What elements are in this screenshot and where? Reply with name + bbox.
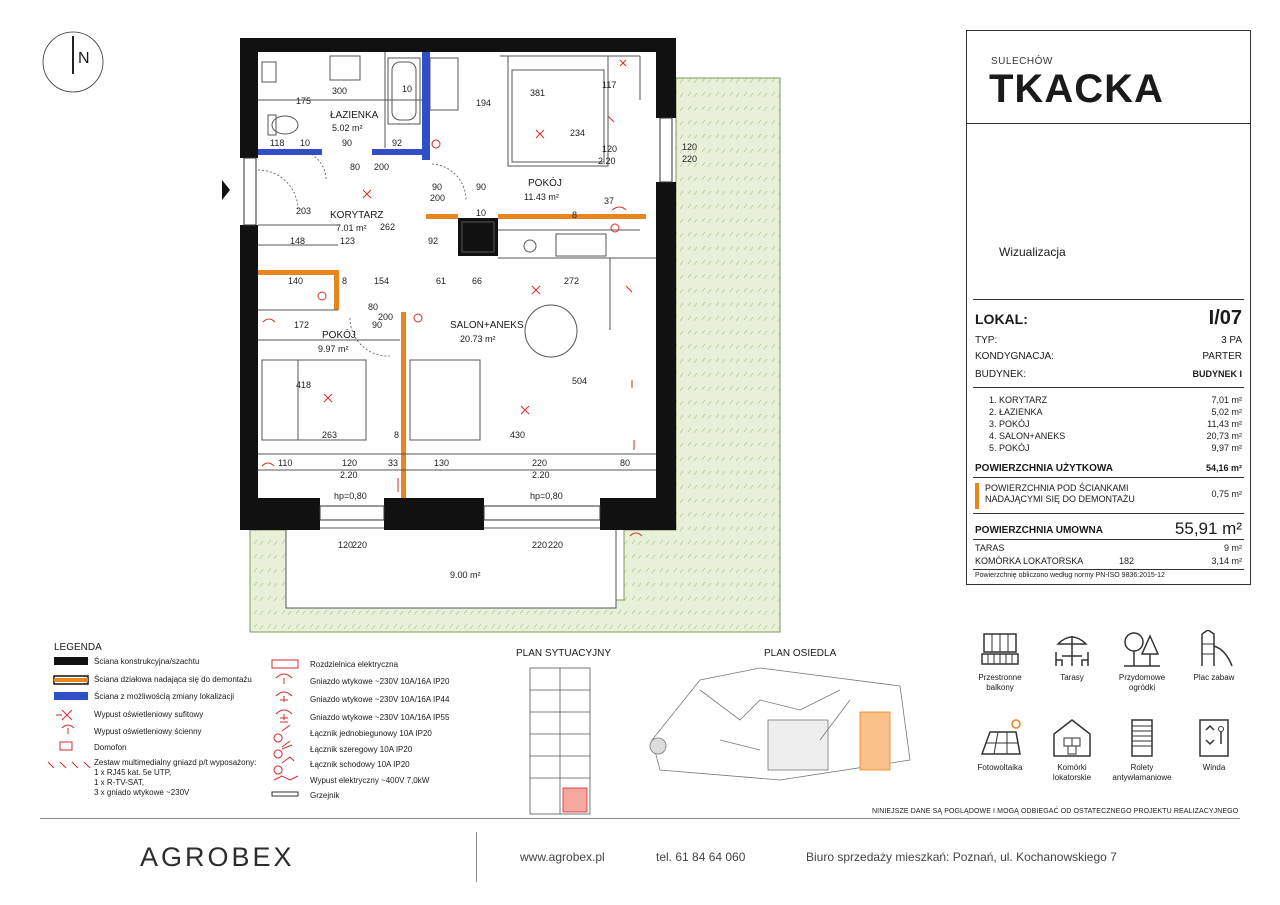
under-walls-row xyxy=(985,483,1242,505)
legend-item: Ściana z możliwością zmiany lokalizacji xyxy=(94,692,235,701)
room-list-label: 4. SALON+ANEKS xyxy=(989,431,1066,441)
door-swings xyxy=(258,150,466,356)
amenity-label: Przydomowe xyxy=(1118,673,1166,682)
contract-area-value: 55,91 m² xyxy=(1174,519,1242,538)
amenity-blinds xyxy=(1110,718,1174,783)
type-label: TYP: xyxy=(975,335,998,346)
building-row xyxy=(975,369,1242,380)
usable-area-label: POWIERZCHNIA UŻYTKOWA xyxy=(975,463,1113,474)
building-value: BUDYNEK I xyxy=(1192,369,1242,379)
room-area-bedroom-1: 11.43 m² xyxy=(524,192,559,202)
dimension: 148 xyxy=(290,236,306,246)
dimension: 118 xyxy=(270,138,285,148)
dimension: 33 xyxy=(388,458,399,468)
dimension: 272 xyxy=(564,276,580,286)
elevator-icon xyxy=(1192,718,1236,760)
dimension: 80 xyxy=(350,162,361,172)
disclaimer: NINIEJSZE DANE SĄ POGLĄDOWE I MOGĄ ODBIEGAĆ OD OSTATECZNEGO PROJEKTU REALIZACYJNEGO xyxy=(872,808,1239,815)
garden-icon xyxy=(1120,630,1164,670)
terrace-row xyxy=(975,543,1242,553)
footer-divider xyxy=(40,818,1240,819)
dimension: 2.20 xyxy=(532,470,550,480)
structural-walls xyxy=(240,38,676,530)
dimension: 140 xyxy=(288,276,304,286)
lokal-row xyxy=(975,307,1242,329)
dimension: 90 xyxy=(476,182,487,192)
dimension: 90 xyxy=(342,138,353,148)
terrace xyxy=(286,528,616,608)
removable-wall-swatch xyxy=(975,483,979,509)
floor-label: KONDYGNACJA: xyxy=(975,351,1054,362)
dimension: 300 xyxy=(332,86,348,96)
dimension: 66 xyxy=(472,276,483,286)
estate-plan xyxy=(650,668,910,780)
website-link[interactable]: www.agrobex.pl xyxy=(520,850,605,864)
room-list-item xyxy=(989,419,1242,429)
partitions xyxy=(258,52,656,470)
dimension: 263 xyxy=(322,430,338,440)
type-value: 3 PA xyxy=(1221,335,1242,346)
room-list-label: 1. KORYTARZ xyxy=(989,395,1048,405)
dimension: 234 xyxy=(570,128,586,138)
dimension: 381 xyxy=(530,88,546,98)
room-list-value: 7,01 m² xyxy=(1211,395,1242,405)
usable-area-row xyxy=(975,463,1242,474)
footer-separator xyxy=(476,832,477,882)
amenity-label: balkony xyxy=(986,683,1014,692)
dimension: 123 xyxy=(340,236,356,246)
dimension: 10 xyxy=(402,84,413,94)
room-area-corridor: 7.01 m² xyxy=(336,223,367,233)
under-walls-label-1: POWIERZCHNIA POD ŚCIANKAMI xyxy=(985,483,1129,493)
dimension: 220 xyxy=(352,540,368,550)
amenity-label: Plac zabaw xyxy=(1193,673,1235,682)
room-list-value: 11,43 m² xyxy=(1207,419,1242,429)
furniture xyxy=(262,56,608,440)
dimension: 200 xyxy=(430,193,446,203)
dimension: 220 xyxy=(532,540,548,550)
contract-area-label: POWIERZCHNIA UMOWNA xyxy=(975,525,1103,536)
dimension: 120 xyxy=(682,142,698,152)
legend-item: Wypust oświetleniowy sufitowy xyxy=(94,710,204,719)
storage-number: 182 xyxy=(1119,556,1135,566)
legend-item: Grzejnik xyxy=(310,791,340,800)
legend-item: Ściana działowa nadająca się do demontażu xyxy=(94,675,252,684)
playground-icon xyxy=(1192,630,1236,670)
legend-title: LEGENDA xyxy=(54,642,102,653)
legend-item: Ściana konstrukcyjna/szachtu xyxy=(94,657,200,666)
amenity-garden xyxy=(1110,630,1174,693)
dimension: 203 xyxy=(296,206,312,216)
amenity-label: antywłamaniowe xyxy=(1112,773,1172,782)
removable-walls xyxy=(258,214,646,498)
terrace-value: 9 m² xyxy=(1224,543,1242,553)
project-header xyxy=(967,31,1250,124)
amenity-label: Komórki xyxy=(1057,763,1087,772)
room-name-corridor: KORYTARZ xyxy=(330,210,384,221)
contract-area-row xyxy=(975,519,1242,538)
legend-item: Łącznik jednobiegunowy 10A IP20 xyxy=(310,729,432,738)
dimension: 120 xyxy=(342,458,358,468)
dimension: 117 xyxy=(602,80,617,90)
calculation-note: Powierzchnię obliczono według normy PN-ISO 9836:2015-12 xyxy=(975,572,1165,579)
dimension: 154 xyxy=(374,276,390,286)
type-row xyxy=(975,335,1242,346)
dimension: 110 xyxy=(278,458,293,468)
dimension: 8 xyxy=(342,276,348,286)
storage-value: 3,14 m² xyxy=(1211,556,1242,566)
building-label: BUDYNEK: xyxy=(975,369,1027,380)
legend-item: 3 x gniado wtykowe ~230V xyxy=(94,788,190,797)
under-walls-label-2: NADAJĄCYMI SIĘ DO DEMONTAŻU xyxy=(985,494,1135,504)
dimension: 90 xyxy=(432,182,443,192)
terrace-area: 9.00 m² xyxy=(450,570,481,580)
floor-value: PARTER xyxy=(1202,351,1242,362)
amenity-balcony xyxy=(968,630,1032,693)
dimension: 2.20 xyxy=(340,470,358,480)
storage-label: KOMÓRKA LOKATORSKA xyxy=(975,556,1084,566)
under-walls-value: 0,75 m² xyxy=(1211,489,1242,499)
dimension: 120 xyxy=(338,540,354,550)
room-list-value: 5,02 m² xyxy=(1211,407,1242,417)
agrobex-logo: AGROBEX xyxy=(140,842,295,872)
legend-item: Wypust elektryczny ~400V 7,0kW xyxy=(310,776,430,785)
dimension: 220 xyxy=(548,540,564,550)
street-name: TKACKA xyxy=(989,67,1164,111)
room-list-label: 3. POKÓJ xyxy=(989,419,1030,429)
room-list-label: 5. POKÓJ xyxy=(989,443,1030,453)
room-name-living: SALON+ANEKS xyxy=(450,320,524,331)
lokal-label: LOKAL: xyxy=(975,311,1028,327)
dimension: 2.20 xyxy=(598,156,616,166)
compass-label: N xyxy=(78,50,90,67)
dimension: 8 xyxy=(394,430,400,440)
entrance-marker xyxy=(222,180,230,200)
dimension: 61 xyxy=(436,276,447,286)
dimension: 90 xyxy=(372,320,383,330)
dimension: 418 xyxy=(296,380,312,390)
room-list-label: 2. ŁAZIENKA xyxy=(989,407,1043,417)
dimension: 92 xyxy=(392,138,403,148)
room-name-bedroom-1: POKÓJ xyxy=(528,178,562,189)
room-list-value: 20,73 m² xyxy=(1206,431,1242,441)
dimension: 220 xyxy=(532,458,548,468)
blinds-icon xyxy=(1120,718,1164,760)
dimension: 10 xyxy=(476,208,487,218)
legend-item: Gniazdo wtykowe ~230V 10A/16A IP55 xyxy=(310,713,450,722)
dimension: 262 xyxy=(380,222,396,232)
usable-area-value: 54,16 m² xyxy=(1205,463,1242,473)
dimension: 430 xyxy=(510,430,526,440)
dimension: 220 xyxy=(682,154,698,164)
estate-plan-title: PLAN OSIEDLA xyxy=(764,648,837,659)
room-area-bedroom-2: 9.97 m² xyxy=(318,344,349,354)
amenity-solar xyxy=(968,718,1032,773)
room-list-item xyxy=(989,407,1242,417)
amenity-label: Przestronne xyxy=(978,673,1022,682)
amenity-label: lokatorskie xyxy=(1052,773,1092,782)
legend-item: Gniazdo wtykowe ~230V 10A/16A IP44 xyxy=(310,695,450,704)
dimension: 8 xyxy=(572,210,578,220)
balcony-icon xyxy=(978,630,1022,670)
legend-item: Łącznik schodowy 10A IP20 xyxy=(310,760,410,769)
amenity-storage xyxy=(1040,718,1104,783)
amenity-label: Rolety xyxy=(1130,763,1154,772)
legend-item: 1 x RJ45 kat. 5e UTP, xyxy=(94,768,172,777)
dimension: 80 xyxy=(368,302,379,312)
room-list-item xyxy=(989,431,1242,441)
amenity-terrace xyxy=(1040,630,1104,683)
situational-plan xyxy=(530,668,590,814)
storage-icon xyxy=(1050,718,1094,760)
sales-office-address: Biuro sprzedaży mieszkań: Poznań, ul. Kochanowskiego 7 xyxy=(806,850,1117,864)
terrace-icon xyxy=(1050,630,1094,670)
apartment-info-panel xyxy=(966,30,1251,585)
terrace-label: TARAS xyxy=(975,543,1005,553)
amenity-label: Fotowoltaika xyxy=(977,763,1023,772)
dimension: hp=0,80 xyxy=(530,491,563,501)
phone-number[interactable]: tel. 61 84 64 060 xyxy=(656,850,746,864)
lokal-value: I/07 xyxy=(1208,307,1242,329)
city-name: SULECHÓW xyxy=(991,56,1053,67)
amenity-label: Tarasy xyxy=(1060,673,1084,682)
dimension: 80 xyxy=(620,458,631,468)
dimension: 92 xyxy=(428,236,439,246)
legend-item: Gniazdo wtykowe ~230V 10A/16A IP20 xyxy=(310,677,450,686)
legend-item: Łącznik szeregowy 10A IP20 xyxy=(310,745,413,754)
legend-item: Wypust oświetleniowy ścienny xyxy=(94,727,202,736)
storage-row xyxy=(975,556,1242,566)
dimension: hp=0,80 xyxy=(334,491,367,501)
room-name-bathroom: ŁAZIENKA xyxy=(330,110,379,121)
dimension: 130 xyxy=(434,458,450,468)
floor-row xyxy=(975,351,1242,362)
dimension: 120 xyxy=(602,144,618,154)
compass xyxy=(43,32,103,92)
solar-panel-icon xyxy=(976,718,1024,760)
dimension: 194 xyxy=(476,98,492,108)
amenity-elevator xyxy=(1182,718,1246,773)
dimension: 172 xyxy=(294,320,310,330)
room-area-bathroom: 5.02 m² xyxy=(332,123,363,133)
legend-item: 1 x R-TV-SAT, xyxy=(94,778,145,787)
room-area-living: 20.73 m² xyxy=(460,334,496,344)
windows xyxy=(244,118,672,520)
amenity-playground xyxy=(1182,630,1246,683)
legend-item: Domofon xyxy=(94,743,127,752)
dimension: 175 xyxy=(296,96,312,106)
room-list-item xyxy=(989,443,1242,453)
amenity-label: Winda xyxy=(1202,763,1226,772)
visualization-label: Wizualizacja xyxy=(999,245,1066,259)
dimension: 200 xyxy=(378,312,394,322)
amenity-label: ogródki xyxy=(1128,683,1156,692)
dimension: 200 xyxy=(374,162,390,172)
dimension: 504 xyxy=(572,376,588,386)
dimension: 10 xyxy=(300,138,311,148)
legend-item: Zestaw multimedialny gniazd p/t wyposażony: xyxy=(94,758,257,767)
legend-item: Rozdzielnica elektryczna xyxy=(310,660,399,669)
room-list-item xyxy=(989,395,1242,405)
room-list-value: 9,97 m² xyxy=(1211,443,1242,453)
dimension: 37 xyxy=(604,196,615,206)
situational-plan-title: PLAN SYTUACYJNY xyxy=(516,648,612,659)
room-name-bedroom-2: POKÓJ xyxy=(322,330,356,341)
